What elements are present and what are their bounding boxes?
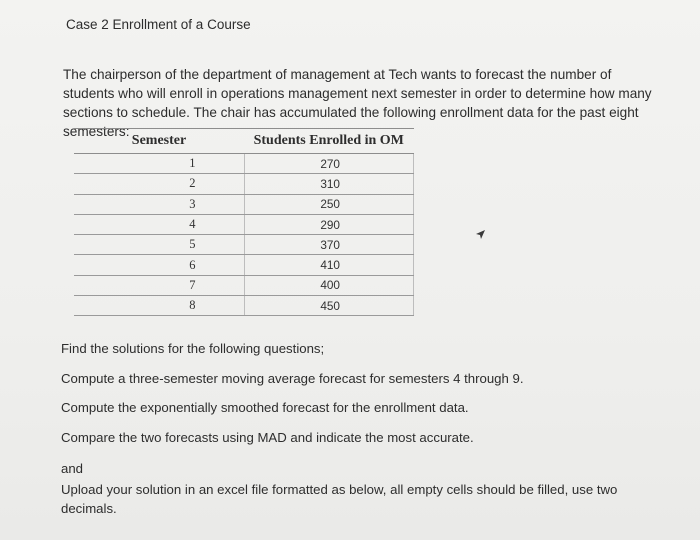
students-cell: 250 <box>244 194 414 214</box>
semester-cell: 2 <box>74 174 244 194</box>
enrollment-table-wrapper <box>74 128 416 316</box>
students-cell: 400 <box>244 275 414 295</box>
table-row <box>74 296 414 316</box>
table-row <box>74 214 414 234</box>
semester-cell: 6 <box>74 255 244 275</box>
header-semester: Semester <box>74 129 244 154</box>
students-cell: 370 <box>244 235 414 255</box>
case-title: Case 2 Enrollment of a Course <box>66 17 251 32</box>
and-text: and <box>61 461 84 476</box>
semester-cell: 5 <box>74 235 244 255</box>
questions-prompt: Find the solutions for the following questions; <box>61 341 325 356</box>
semester-cell: 8 <box>74 296 244 316</box>
intro-paragraph: The chairperson of the department of management at Tech wants to forecast the number of students who will enroll in operations management next semester in order to determine how many sections to schedule. The chair has accumulated the following enrollment data for the past eight semesters: <box>63 67 652 139</box>
students-cell: 450 <box>244 296 414 316</box>
table-header-row <box>74 129 414 154</box>
header-students-enrolled: Students Enrolled in OM <box>244 129 414 154</box>
upload-instructions: Upload your solution in an excel file formatted as below, all empty cells should be filled, use two decimals. <box>61 482 618 516</box>
semester-cell: 7 <box>74 275 244 295</box>
enrollment-table <box>74 128 414 316</box>
semester-cell: 3 <box>74 194 244 214</box>
students-cell: 310 <box>244 174 414 194</box>
question-moving-average: Compute a three-semester moving average forecast for semesters 4 through 9. <box>61 371 524 386</box>
table-row <box>74 275 414 295</box>
question-exponential-smoothing: Compute the exponentially smoothed forecast for the enrollment data. <box>61 400 469 415</box>
table-row <box>74 235 414 255</box>
students-cell: 410 <box>244 255 414 275</box>
students-cell: 290 <box>244 214 414 234</box>
table-row <box>74 174 414 194</box>
semester-cell: 4 <box>74 214 244 234</box>
mouse-pointer-icon <box>474 228 486 240</box>
question-compare-mad: Compare the two forecasts using MAD and indicate the most accurate. <box>61 430 474 445</box>
table-row <box>74 194 414 214</box>
table-row <box>74 154 414 174</box>
semester-cell: 1 <box>74 154 244 174</box>
students-cell: 270 <box>244 154 414 174</box>
table-row <box>74 255 414 275</box>
